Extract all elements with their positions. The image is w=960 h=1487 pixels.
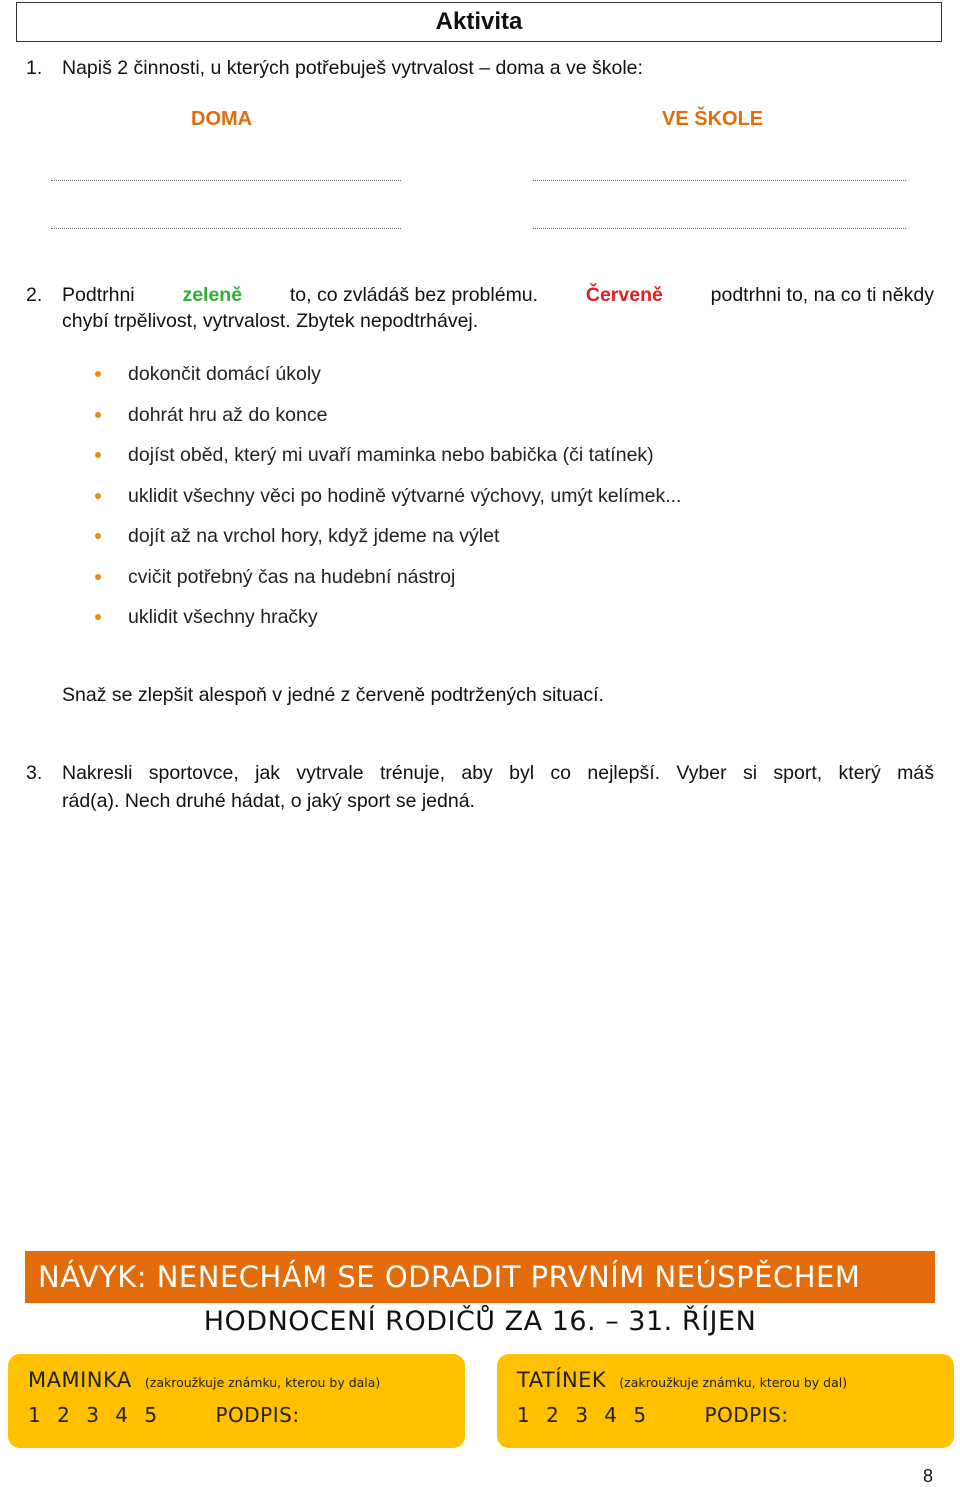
- improvement-note: Snaž se zlepšit alespoň v jedné z červeně podtržených situací.: [62, 684, 604, 706]
- situation-list: [95, 361, 681, 645]
- answer-line-school-2[interactable]: [533, 228, 906, 229]
- father-label: TATÍNEK: [517, 1368, 607, 1392]
- page-number: 8: [922, 1466, 933, 1486]
- list-item: uklidit všechny věci po hodině výtvarné výchovy, umýt kelímek...: [95, 483, 681, 524]
- father-signature-label: PODPIS:: [704, 1403, 789, 1427]
- column-home-title: DOMA: [191, 108, 253, 130]
- father-rating-card: [497, 1354, 954, 1448]
- answer-line-home-1[interactable]: [51, 180, 401, 181]
- grade-option[interactable]: 4: [604, 1403, 618, 1427]
- task-3-line-1: Nakresli sportovce, jak vytrvale trénuje, aby byl co nejlepší. Vyber si sport, který máš: [62, 762, 934, 784]
- grade-option[interactable]: 5: [633, 1403, 647, 1427]
- task-3-number: 3.: [26, 762, 43, 784]
- grade-option[interactable]: 1: [517, 1403, 531, 1427]
- father-hint: (zakroužkuje známku, kterou by dal): [619, 1375, 848, 1390]
- grade-option[interactable]: 3: [86, 1403, 100, 1427]
- task-2-text-b: to, co zvládáš bez problému.: [289, 284, 539, 306]
- task-1-text: Napiš 2 činnosti, u kterých potřebuješ vytrvalost – doma a ve škole:: [62, 57, 643, 79]
- list-item: dohrát hru až do konce: [95, 402, 681, 443]
- task-2-text-c: podtrhni to, na co ti někdy: [710, 284, 934, 306]
- task-1-number: 1.: [26, 57, 43, 79]
- mother-grade-scale: [28, 1403, 465, 1427]
- mother-signature-label: PODPIS:: [215, 1403, 300, 1427]
- red-word: Červeně: [585, 284, 663, 306]
- column-school-title: VE ŠKOLE: [662, 108, 764, 130]
- task-2-instruction-line-2: chybí trpělivost, vytrvalost. Zbytek nepodtrhávej.: [62, 310, 479, 332]
- grade-option[interactable]: 4: [115, 1403, 129, 1427]
- answer-line-school-1[interactable]: [533, 180, 906, 181]
- list-item: dokončit domácí úkoly: [95, 361, 681, 402]
- grade-option[interactable]: 3: [575, 1403, 589, 1427]
- task-2-instruction-line-1: [62, 282, 934, 309]
- green-word: zeleně: [182, 284, 243, 306]
- activity-title: Aktivita: [435, 8, 523, 35]
- answer-line-home-2[interactable]: [51, 228, 401, 229]
- list-item: uklidit všechny hračky: [95, 604, 681, 645]
- father-grade-scale: [517, 1403, 954, 1427]
- mother-rating-card: [8, 1354, 465, 1448]
- habit-banner-text: NÁVYK: NENECHÁM SE ODRADIT PRVNÍM NEÚSPĚCHEM: [38, 1260, 861, 1294]
- drawing-area[interactable]: [25, 830, 935, 1230]
- mother-label: MAMINKA: [28, 1368, 132, 1392]
- grade-option[interactable]: 2: [546, 1403, 560, 1427]
- parent-rating-title: HODNOCENÍ RODIČŮ ZA 16. – 31. ŘÍJEN: [203, 1306, 757, 1337]
- list-item: dojíst oběd, který mi uvaří maminka nebo babička (či tatínek): [95, 442, 681, 483]
- task-2-number: 2.: [26, 284, 43, 306]
- grade-option[interactable]: 1: [28, 1403, 42, 1427]
- activity-header: [16, 2, 942, 42]
- habit-banner: [25, 1251, 935, 1303]
- task-2-text-a: Podtrhni: [62, 284, 135, 306]
- mother-hint: (zakroužkuje známku, kterou by dala): [144, 1375, 381, 1390]
- grade-option[interactable]: 5: [144, 1403, 158, 1427]
- list-item: cvičit potřebný čas na hudební nástroj: [95, 564, 681, 605]
- grade-option[interactable]: 2: [57, 1403, 71, 1427]
- list-item: dojít až na vrchol hory, když jdeme na výlet: [95, 523, 681, 564]
- task-3-line-2: rád(a). Nech druhé hádat, o jaký sport se jedná.: [62, 790, 475, 812]
